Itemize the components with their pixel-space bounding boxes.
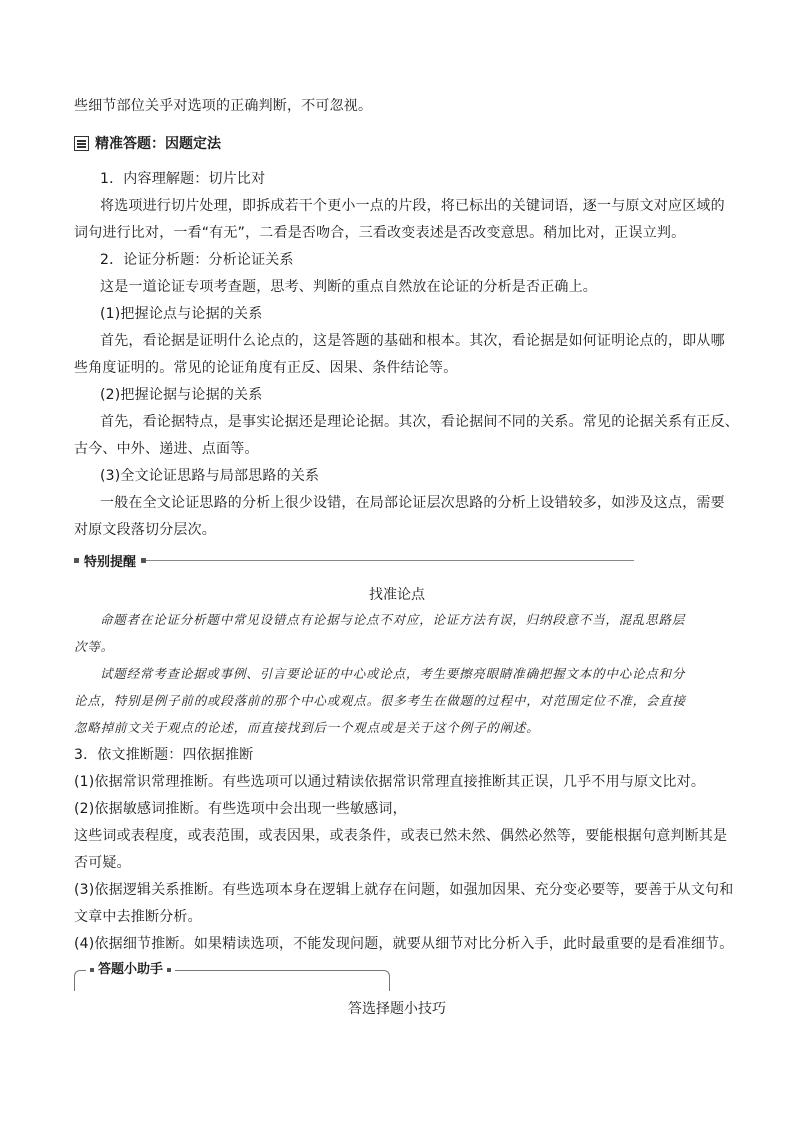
p3-item: 否可疑。 bbox=[74, 855, 131, 871]
helper-title: 答选择题小技巧 bbox=[348, 1001, 446, 1017]
p2-line: 首先，看论据特点，是事实论据还是理论论据。其次，看论据间不同的关系。常见的论据关系有正反、 bbox=[100, 414, 739, 430]
p2-heading: 2．论证分析题：分析论证关系 bbox=[100, 252, 294, 268]
helper-label: 答题小助手 bbox=[86, 962, 175, 978]
p2-line: 古今、中外、递进、点面等。 bbox=[74, 441, 259, 457]
p1-line: 将选项进行切片处理，即拆成若干个更小一点的片段，将已标出的关键词语，逐一与原文对应区域的 bbox=[100, 198, 725, 214]
tip-text: 忽略掉前文关于观点的论述，而直接找到后一个观点或是关于这个例子的阐述。 bbox=[74, 720, 540, 735]
section-heading bbox=[74, 134, 221, 152]
p2-line: 对原文段落切分层次。 bbox=[74, 522, 216, 538]
p3-heading: 3．依文推断题：四依据推断 bbox=[74, 747, 254, 763]
p2-subtitle: (2)把握论据与论据的关系 bbox=[100, 387, 263, 403]
p3-item: 这些词或表程度，或表范围，或表因果，或表条件，或表已然未然、偶然必然等，要能根据句意判断其是 bbox=[74, 828, 728, 844]
p2-subtitle: (1)把握论点与论据的关系 bbox=[100, 306, 263, 322]
intro-line: 些细节部位关乎对选项的正确判断，不可忽视。 bbox=[74, 98, 373, 114]
three-bars-icon bbox=[74, 136, 89, 151]
tip-text: 论点，特别是例子前的或段落前的那个中心或观点。很多考生在做题的过程中，对范围定位不准，会直接 bbox=[74, 693, 686, 708]
p1-line: 词句进行比对，一看“有无”，二看是否吻合，三看改变表述是否改变意思。稍加比对，正误立判。 bbox=[74, 225, 686, 241]
tip-text: 次等。 bbox=[74, 639, 114, 654]
tip-label: 特别提醒 bbox=[84, 554, 137, 570]
tip-divider bbox=[74, 551, 634, 569]
tip-title: 找准论点 bbox=[369, 587, 425, 603]
p2-line: 一般在全文论证思路的分析上很少设错，在局部论证层次思路的分析上设错较多，如涉及这点，需要 bbox=[100, 495, 725, 511]
tip-text: 命题者在论证分析题中常见设错点有论据与论点不对应，论证方法有误，归纳段意不当，混乱思路层 bbox=[100, 612, 686, 627]
divider-line bbox=[146, 560, 634, 561]
p2-line: 些角度证明的。常见的论证角度有正反、因果、条件结论等。 bbox=[74, 360, 458, 376]
bullet-icon bbox=[74, 558, 79, 563]
p3-item: (4)依据细节推断。如果精读选项，不能发现问题，就要从细节对比分析入手，此时最重要的是看准细节。 bbox=[74, 936, 734, 952]
p2-line: 首先，看论据是证明什么论点的，这是答题的基础和根本。其次，看论据是如何证明论点的，即从哪 bbox=[100, 333, 725, 349]
p3-item: 文章中去推断分析。 bbox=[74, 909, 202, 925]
p3-item: (3)依据逻辑关系推断。有些选项本身在逻辑上就存在问题，如强加因果、充分变必要等，要善于从文句和 bbox=[74, 882, 734, 898]
p3-item: (1)依据常识常理推断。有些选项可以通过精读依据常识常理直接推断其正误，几乎不用与原文比对。 bbox=[74, 774, 706, 790]
p2-subtitle: (3)全文论证思路与局部思路的关系 bbox=[100, 468, 320, 484]
p1-heading: 1．内容理解题：切片比对 bbox=[100, 171, 266, 187]
p2-intro: 这是一道论证专项考查题，思考、判断的重点自然放在论证的分析是否正确上。 bbox=[100, 279, 597, 295]
section-title: 精准答题：因题定法 bbox=[95, 136, 221, 152]
tip-text: 试题经常考查论据或事例、引言要论证的中心或论点，考生要擦亮眼睛准确把握文本的中心论点和分 bbox=[100, 666, 686, 681]
p3-item: (2)依据敏感词推断。有些选项中会出现一些敏感词， bbox=[74, 801, 407, 817]
